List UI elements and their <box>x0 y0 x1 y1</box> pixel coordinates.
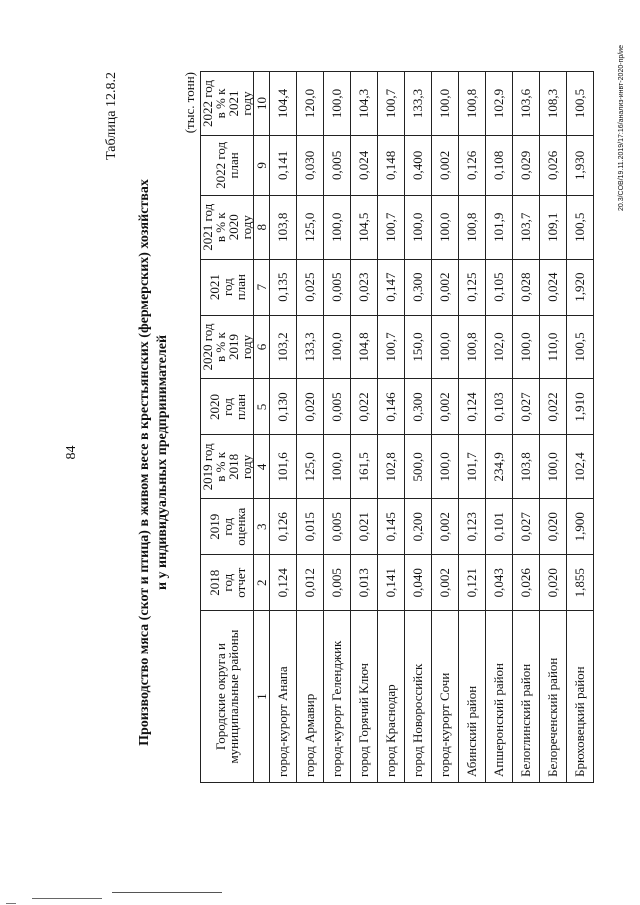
table-cell: 0,005 <box>324 135 351 195</box>
table-cell: 100,8 <box>459 72 486 136</box>
units-note: (тыс. тонн) <box>182 72 197 134</box>
table-cell: 0,002 <box>432 135 459 195</box>
table-cell: 100,0 <box>324 315 351 379</box>
table-cell: 100,0 <box>324 72 351 136</box>
column-number: 6 <box>254 315 270 379</box>
table-cell: 0,123 <box>459 499 486 555</box>
table-cell: 100,7 <box>378 315 405 379</box>
table-cell: 133,3 <box>297 315 324 379</box>
row-name: город-курорт Сочи <box>432 611 459 783</box>
table-cell: 100,0 <box>324 195 351 259</box>
table-row <box>378 72 405 783</box>
column-header: 2018 год отчет <box>201 555 254 611</box>
table-cell: 103,8 <box>513 435 540 499</box>
table-cell: 0,040 <box>405 555 432 611</box>
table-cell: 100,8 <box>459 195 486 259</box>
column-number: 7 <box>254 259 270 315</box>
table-title <box>136 60 172 865</box>
table-cell: 0,130 <box>270 379 297 435</box>
column-number: 4 <box>254 435 270 499</box>
table-cell: 100,5 <box>567 315 594 379</box>
table-cell: 104,3 <box>351 72 378 136</box>
table-cell: 108,3 <box>540 72 567 136</box>
table-cell: 102,0 <box>486 315 513 379</box>
table-cell: 110,0 <box>540 315 567 379</box>
row-name: город Краснодар <box>378 611 405 783</box>
table-cell: 0,027 <box>513 499 540 555</box>
table-cell: 0,026 <box>513 555 540 611</box>
table-cell: 0,013 <box>351 555 378 611</box>
table-cell: 103,7 <box>513 195 540 259</box>
table-cell: 0,020 <box>540 499 567 555</box>
table-cell: 0,020 <box>297 379 324 435</box>
table-cell: 0,126 <box>270 499 297 555</box>
table-cell: 0,300 <box>405 379 432 435</box>
column-header: 2019 год в % к 2018 году <box>201 435 254 499</box>
table-cell: 234,9 <box>486 435 513 499</box>
table-cell: 103,2 <box>270 315 297 379</box>
table-row <box>567 72 594 783</box>
page-number: 84 <box>64 445 79 460</box>
column-header: 2022 год в % к 2021 году <box>201 72 254 136</box>
table-row <box>486 72 513 783</box>
row-name: город Армавир <box>297 611 324 783</box>
table-cell: 101,7 <box>459 435 486 499</box>
table-cell: 0,022 <box>351 379 378 435</box>
table-cell: 0,135 <box>270 259 297 315</box>
table-cell: 100,5 <box>567 195 594 259</box>
column-number-row <box>254 72 270 783</box>
column-header: 2019 год оценка <box>201 499 254 555</box>
table-cell: 0,141 <box>378 555 405 611</box>
table-cell: 0,030 <box>297 135 324 195</box>
table-cell: 109,1 <box>540 195 567 259</box>
column-header: 2021 год план <box>201 259 254 315</box>
table-cell: 103,6 <box>513 72 540 136</box>
table-cell: 0,012 <box>297 555 324 611</box>
row-name: город-курорт Анапа <box>270 611 297 783</box>
table-cell: 104,8 <box>351 315 378 379</box>
scan-artifact <box>32 898 102 899</box>
row-name: город Новороссийск <box>405 611 432 783</box>
table-row <box>270 72 297 783</box>
scan-artifact <box>6 903 16 904</box>
column-number: 5 <box>254 379 270 435</box>
table-cell: 125,0 <box>297 435 324 499</box>
table-row <box>405 72 432 783</box>
table-cell: 0,029 <box>513 135 540 195</box>
table-cell: 104,4 <box>270 72 297 136</box>
table-cell: 100,0 <box>405 195 432 259</box>
table-cell: 0,200 <box>405 499 432 555</box>
row-name: город-курорт Геленджик <box>324 611 351 783</box>
table-cell: 500,0 <box>405 435 432 499</box>
column-number: 3 <box>254 499 270 555</box>
table-cell: 0,024 <box>351 135 378 195</box>
row-name: Белореченский район <box>540 611 567 783</box>
table-cell: 1,910 <box>567 379 594 435</box>
table-cell: 0,124 <box>459 379 486 435</box>
table-cell: 0,005 <box>324 499 351 555</box>
table-cell: 100,0 <box>432 315 459 379</box>
table-row <box>459 72 486 783</box>
table-cell: 0,027 <box>513 379 540 435</box>
table-cell: 0,126 <box>459 135 486 195</box>
row-name: Брюховецкий район <box>567 611 594 783</box>
table-cell: 120,0 <box>297 72 324 136</box>
row-name: Белоглинский район <box>513 611 540 783</box>
row-name: город Горячий Ключ <box>351 611 378 783</box>
table-cell: 0,147 <box>378 259 405 315</box>
table-cell: 100,5 <box>567 72 594 136</box>
row-name: Апшеронский район <box>486 611 513 783</box>
table-cell: 0,024 <box>540 259 567 315</box>
table-cell: 100,0 <box>513 315 540 379</box>
table-reference: Таблица 12.8.2 <box>104 72 119 160</box>
column-number: 8 <box>254 195 270 259</box>
column-header: 2020 год в % к 2019 году <box>201 315 254 379</box>
table-cell: 0,023 <box>351 259 378 315</box>
table-cell: 0,002 <box>432 379 459 435</box>
table-cell: 104,5 <box>351 195 378 259</box>
table-cell: 0,108 <box>486 135 513 195</box>
table-cell: 101,9 <box>486 195 513 259</box>
table-row <box>432 72 459 783</box>
table-cell: 125,0 <box>297 195 324 259</box>
table-cell: 100,0 <box>432 72 459 136</box>
table-cell: 0,002 <box>432 499 459 555</box>
column-header: 2021 год в % к 2020 году <box>201 195 254 259</box>
table-cell: 0,043 <box>486 555 513 611</box>
table-cell: 101,6 <box>270 435 297 499</box>
table-cell: 0,145 <box>378 499 405 555</box>
table-cell: 0,020 <box>540 555 567 611</box>
table-cell: 0,026 <box>540 135 567 195</box>
column-header: Городские округа и муниципальные районы <box>201 611 254 783</box>
table-cell: 0,022 <box>540 379 567 435</box>
table-cell: 0,105 <box>486 259 513 315</box>
table-cell: 102,8 <box>378 435 405 499</box>
table-cell: 100,0 <box>432 195 459 259</box>
table-cell: 133,3 <box>405 72 432 136</box>
table-cell: 0,015 <box>297 499 324 555</box>
table-cell: 1,855 <box>567 555 594 611</box>
table-cell: 0,002 <box>432 555 459 611</box>
table-cell: 0,025 <box>297 259 324 315</box>
table-cell: 0,002 <box>432 259 459 315</box>
column-number: 2 <box>254 555 270 611</box>
table-row <box>351 72 378 783</box>
title-line-1: Производство мяса (скот и птица) в живом весе в крестьянских (фермерских) хозяйствах <box>137 179 152 746</box>
table-cell: 0,005 <box>324 555 351 611</box>
table-cell: 0,101 <box>486 499 513 555</box>
table-cell: 1,920 <box>567 259 594 315</box>
table-cell: 0,141 <box>270 135 297 195</box>
table-cell: 0,005 <box>324 259 351 315</box>
table-cell: 161,5 <box>351 435 378 499</box>
table-cell: 0,400 <box>405 135 432 195</box>
table-row <box>513 72 540 783</box>
table-cell: 0,028 <box>513 259 540 315</box>
table-row <box>540 72 567 783</box>
table-row <box>324 72 351 783</box>
column-number: 1 <box>254 611 270 783</box>
table-cell: 0,005 <box>324 379 351 435</box>
table-body <box>270 72 594 783</box>
table-cell: 150,0 <box>405 315 432 379</box>
table-cell: 100,7 <box>378 72 405 136</box>
table-cell: 102,4 <box>567 435 594 499</box>
table-cell: 0,125 <box>459 259 486 315</box>
table-cell: 103,8 <box>270 195 297 259</box>
table-cell: 0,300 <box>405 259 432 315</box>
column-number: 9 <box>254 135 270 195</box>
column-header: 2020 год план <box>201 379 254 435</box>
table-cell: 1,930 <box>567 135 594 195</box>
table-cell: 0,146 <box>378 379 405 435</box>
header-row <box>201 72 254 783</box>
table-cell: 100,0 <box>540 435 567 499</box>
scan-artifact <box>112 892 222 893</box>
table-row <box>297 72 324 783</box>
column-header: 2022 год план <box>201 135 254 195</box>
footer-code: 20.3/COB/19.11.2019/17:16/анализ-инвт-2020-пр/ие <box>618 45 625 212</box>
table-cell: 100,0 <box>324 435 351 499</box>
title-line-2: и у индивидуальных предпринимателей <box>155 334 170 591</box>
table-cell: 0,124 <box>270 555 297 611</box>
table-cell: 102,9 <box>486 72 513 136</box>
table-cell: 100,7 <box>378 195 405 259</box>
table-cell: 100,0 <box>432 435 459 499</box>
row-name: Абинский район <box>459 611 486 783</box>
table-cell: 0,103 <box>486 379 513 435</box>
table-cell: 0,148 <box>378 135 405 195</box>
column-number: 10 <box>254 72 270 136</box>
data-table <box>200 71 594 783</box>
table-cell: 100,8 <box>459 315 486 379</box>
table-cell: 0,121 <box>459 555 486 611</box>
table-cell: 1,900 <box>567 499 594 555</box>
table-cell: 0,021 <box>351 499 378 555</box>
